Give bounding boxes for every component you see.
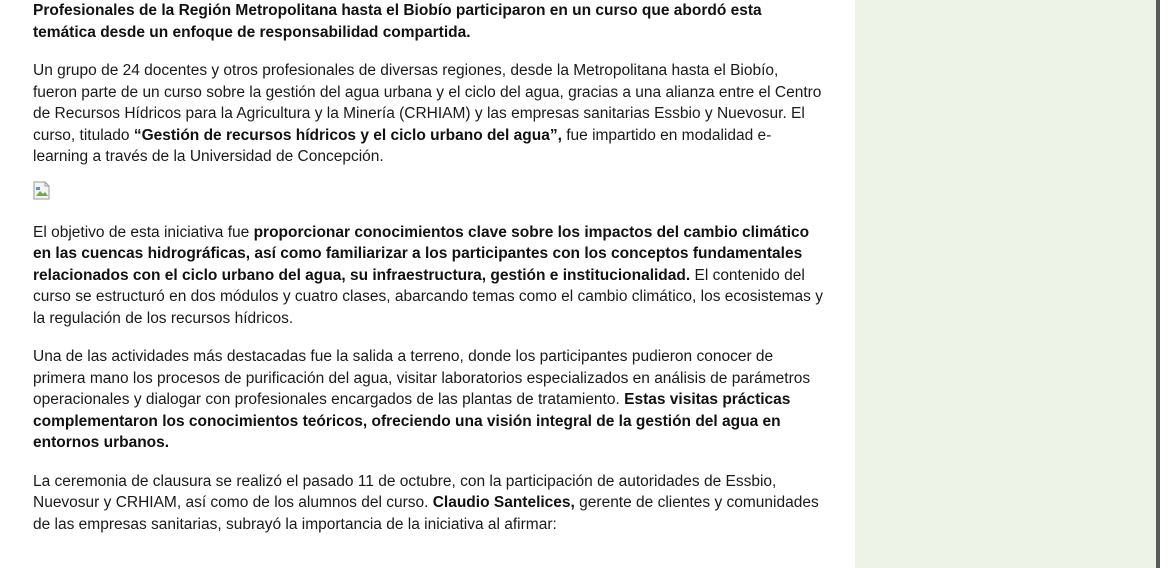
article-image <box>33 181 823 205</box>
paragraph-3 <box>33 346 823 454</box>
paragraph-4 <box>33 471 823 536</box>
article-body <box>33 0 823 535</box>
broken-image-icon <box>33 181 51 201</box>
paragraph-4-text-b: gerente de clientes y comunidades de las empresas sanitarias, subrayó la importancia de la iniciativa al afirmar: <box>33 494 819 533</box>
paragraph-2-highlight: proporcionar conocimientos clave sobre los impactos del cambio climático en las cuencas hidrográficas, así como familiarizar a los participantes con los conceptos fundamentales relacionados con el ciclo urbano del agua, su infraestructura, gestión e institucionalidad. <box>33 223 810 284</box>
paragraph-1 <box>33 60 823 168</box>
paragraph-4-text-a: La ceremonia de clausura se realizó el pasado 11 de octubre, con la participación de autoridades de Essbio, Nuevosur y CRHIAM, así como de los alumnos del curso. <box>33 472 777 511</box>
paragraph-1-text-b: fue impartido en modalidad e-learning a través de la Universidad de Concepción. <box>33 126 772 165</box>
course-title: “Gestión de recursos hídricos y el ciclo urbano del agua”, <box>133 126 562 144</box>
person-name: Claudio Santelices, <box>432 494 575 511</box>
paragraph-2-text-a: El objetivo de esta iniciativa fue <box>33 223 254 241</box>
paragraph-2 <box>33 222 823 330</box>
sidebar-panel <box>855 0 1156 568</box>
article-lead: Profesionales de la Región Metropolitana hasta el Biobío participaron en un curso que abordó esta temática desde un enfoque de responsabilidad compartida. <box>33 2 762 41</box>
paragraph-1-text-a: Un grupo de 24 docentes y otros profesionales de diversas regiones, desde la Metropolitana hasta el Biobío, fueron parte de un curso sobre la gestión del agua urbana y el ciclo del agua, gracias a una alianza entre el Centro de Recursos Hídricos para la Agricultura y la Minería (CRHIAM) y las empresas sanitarias Essbio y Nuevosur. El curso, titulado <box>33 62 822 144</box>
page-edge <box>1160 0 1170 568</box>
paragraph-3-text-a: Una de las actividades más destacadas fue la salida a terreno, donde los participantes pudieron conocer de primera mano los procesos de purificación del agua, visitar laboratorios especializados en análisis de parámetros operacionales y dialogar con profesionales encargados de las plantas de tratamiento. <box>33 348 811 408</box>
paragraph-2-text-b: El contenido del curso se estructuró en dos módulos y cuatro clases, abarcando temas como el cambio climático, los ecosistemas y la regulación de los recursos hídricos. <box>33 266 823 327</box>
paragraph-3-highlight: Estas visitas prácticas complementaron los conocimientos teóricos, ofreciendo una visión integral de la gestión del agua en entornos urbanos. <box>33 391 791 451</box>
